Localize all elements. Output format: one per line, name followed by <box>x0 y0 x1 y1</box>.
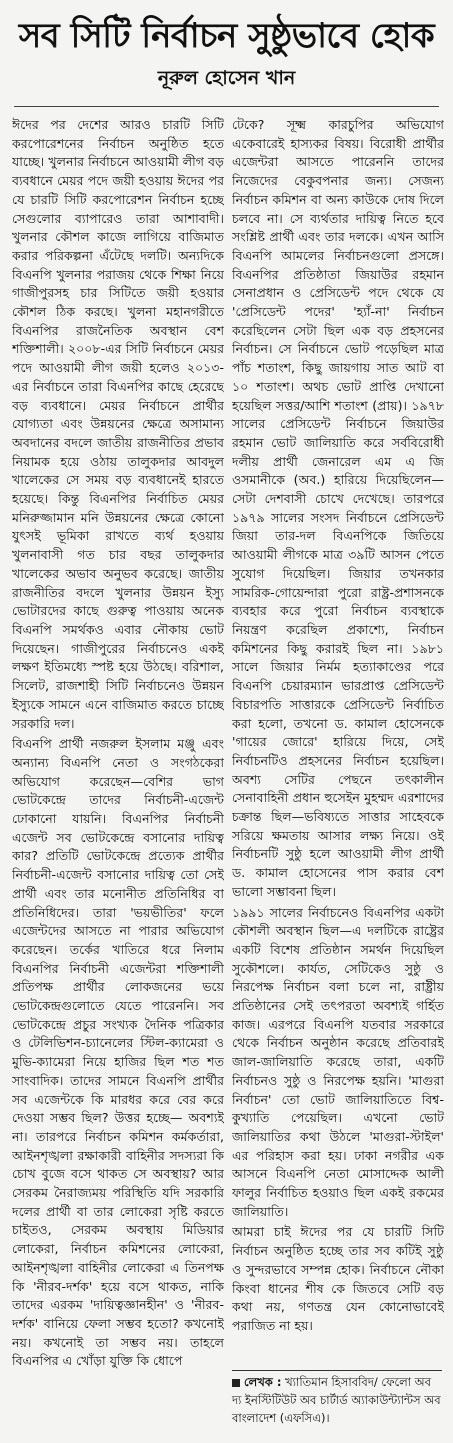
article-column-left <box>12 116 224 1431</box>
article-headline: সব সিটি নির্বাচন সুষ্ঠুভাবে হোক <box>18 16 435 56</box>
paragraph: বিএনপি প্রার্থী নজরুল ইসলাম মঞ্জু এবং অন্যান্য বিএনপি নেতা ও সংগঠকেরা অভিযোগ করেছেন—বেশির ভাগ ভোটকেন্দ্রে তাদের নির্বাচনী-এজেন্ট ঢোকানো যায়নি। বিএনপির নির্বাচনী এজেন্ট সব ভোটকেন্দ্রে বসানোর দায়িত্ব কার? প্রতিটি ভোটকেন্দ্রে প্রত্যেক প্রার্থীর নির্বাচনী-এজেন্ট বসানোর দায়িত্ব তো সেই প্রার্থী এবং তার মনোনীত প্রতিনিধির বা প্রতিনিধিদের। তারা 'ভয়ভীতির' ফলে এজেন্টদের আসতে না পারার অভিযোগ করেছেন। তর্কের খাতিরে ধরে নিলাম বিএনপির নির্বাচনী এজেন্টরা শক্তিশালী প্রতিপক্ষ প্রার্থীর লোকজনের ভয়ে ভোটকেন্দ্রগুলোতে যেতে পারেননি। সব ভোটকেন্দ্রে প্রচুর সংখ্যক দৈনিক পত্রিকার ও টেলিভিশন-চ্যানেলের স্টিল-ক্যামেরা ও মুভি-ক্যামেরা নিয়ে হাজির ছিল শত শত সাংবাদিক। তাদের সামনে বিএনপি প্রার্থীর সব এজেন্টকে কি মারধর করে বের করে দেওয়া সম্ভব ছিল? উত্তর হচ্ছে— অবশ্যই না। তারপরে নির্বাচন কমিশন কর্মকর্তারা, আইনশৃঙ্খলা রক্ষাকারী বাহিনীর সদস্যরা কি চোখ বুজে বসে থাকত সে অবস্থায়? আর সেরকম নৈরাজ্যময় পরিস্থিতি যদি সরকারি দলের প্রার্থী বা তার লোকেরা সৃষ্টি করতে চাইতও, সেরকম অবস্থায় মিডিয়ার লোকেরা, নির্বাচন কমিশনের লোকেরা, আইনশৃঙ্খলা বাহিনীর লোকেরা এ তিনপক্ষ কি 'নীরব-দর্শক' হয়ে বসে থাকত, নাকি তাদের এরকম 'দায়িত্বজ্ঞানহীন' ও 'নীরব-দর্শক' বানিয়ে ফেলা সম্ভব হতো? কখনোই নয়। কখনোই তা সম্ভব নয়। তাহলে বিএনপির এ খোঁড়া যুক্তি কি ধোপে <box>12 736 224 1369</box>
author-note <box>232 1370 442 1437</box>
paragraph: টেকে? সূক্ষ্ম কারচুপির অভিযোগ একেবারেই হাস্যকর বিষয়। বিরোধী প্রার্থীর এজেন্টরা আসতে পারেননি তাদের নিজেদের বেকুবপনার জন্য। সেজন্য নির্বাচন কমিশন বা অন্য কাউকে দোষ দিলে চলবে না। সে ব্যর্থতার দায়িত্ব নিতে হবে সংশ্লিষ্ট প্রার্থী এবং তার দলকে। এখন আসি বিএনপি আমলের নির্বাচনগুলো প্রসঙ্গে। বিএনপির প্রতিষ্ঠাতা জিয়াউর রহমান সেনাপ্রধান ও প্রেসিডেন্ট পদে থেকে যে 'প্রেসিডেন্ট পদের' 'হ্যাঁ-না' নির্বাচন করেছিলেন সেটা ছিল এক বড় প্রহসনের নির্বাচন। সে নির্বাচনে ভোট পড়েছিল মাত্র পাঁচ শতাংশ, কিছু জায়গায় সাত আট বা ১০ শতাংশ। অথচ ভোট প্রাপ্তি দেখানো হয়েছিল সত্তর/আশি শতাংশ (প্রায়)। ১৯৭৮ সালের প্রেসিডেন্ট নির্বাচনে জিয়াউর রহমান ভোট জালিয়াতি করে সর্ববিরোধী দলীয় প্রার্থী জেনারেল এম এ জি ওসমানীকে (অব.) হারিয়ে দিয়েছিলেন—সেটা দেশবাসী চোখে দেখেছে। তারপরে ১৯৭৯ সালের সংসদ নির্বাচনে প্রেসিডেন্ট জিয়া তার-দল বিএনপিকে জিতিয়ে আওয়ামী লীগকে মাত্র ৩৯টি আসন পেতে সুযোগ দিয়েছিল। জিয়ার তখনকার সামরিক-গোয়েন্দারা পুরো রাষ্ট্র-প্রশাসনকে ব্যবহার করে পুরো নির্বাচন ব্যবস্থাকে নিয়ন্ত্রণ করেছিল প্রকাশ্যে, নির্বাচন কমিশনের কিছু করারই ছিল না। ১৯৮১ সালে জিয়ার নির্মম হত্যাকাণ্ডের পরে বিএনপি চেয়ারম্যান ভারপ্রাপ্ত প্রেসিডেন্ট বিচারপতি সাত্তারকে প্রেসিডেন্ট নির্বাচিত করা হলো, তখনো ড. কামাল হোসেনকে 'গায়ের জোরে' হারিয়ে দিয়ে, সেই নির্বাচনটিও প্রহসনের নির্বাচন হয়েছিল। অবশ্য সেটির পেছনে তৎকালীন সেনাবাহিনী প্রধান হুসেইন মুহম্মদ এরশাদের চক্রান্ত ছিল—ভবিষ্যতে সাত্তার সাহেবকে সরিয়ে ক্ষমতায় আসার লক্ষ্য নিয়ে। ওই নির্বাচনটি সুষ্ঠু হলে আওয়ামী লীগ প্রার্থী ড. কামাল হোসেনের পাস করার বেশ ভালো সম্ভাবনা ছিল। <box>232 117 444 899</box>
paragraph: আমরা চাই ঈদের পর যে চারটি সিটি নির্বাচন অনুষ্ঠিত হচ্ছে তার সব কটিই সুষ্ঠু ও সুন্দরভাবে সম্পন্ন হোক। নির্বাচনে নৌকা কিংবা ধানের শীষ কে জিতবে সেটি বড় কথা নয়, গণতন্ত্র যেন কোনোভাবেই পরাজিত না হয়। <box>232 1224 444 1333</box>
article-column-right <box>232 116 444 1366</box>
paragraph: ১৯৯১ সালের নির্বাচনেও বিএনপির একটা কৌশলী অবস্থান ছিল—এ দলটিকে রাষ্ট্রের একটি বিশেষ প্রতিষ্ঠান সমর্থন দিয়েছিল সুকৌশলে। কার্যত, সেটিকেও সুষ্ঠু ও নিরপেক্ষ নির্বাচন বলা চলে না, রাষ্ট্রীয় প্রতিষ্ঠানের সেই তৎপরতা অবশ্যই গর্হিত কাজ। এরপরে বিএনপি যতবার সরকারে থেকে নির্বাচন অনুষ্ঠান করেছে প্রতিবারই জাল-জালিয়াতি করেছে তারা, একটি নির্বাচনও সুষ্ঠু ও নিরপেক্ষ হয়নি। 'মাগুরা নির্বাচন' তো ভোট জালিয়াতিতে বিশ্ব-কুখ্যাতি পেয়েছিল। এখনো ভোট জালিয়াতির কথা উঠলে 'মাগুরা-স্টাইল' এর পরিহাস করা হয়। ঢাকা নগরীর এক আসনে বিএনপি নেতা মোসাদ্দেক আলী ফালুর নির্বাচিত হওয়াও ছিল একই রকমের জালিয়াতি। <box>232 904 444 1219</box>
square-bullet-icon <box>232 1379 240 1387</box>
author-note-label: লেখক : <box>244 1375 282 1389</box>
paragraph: ঈদের পর দেশের আরও চারটি সিটি করপোরেশনের নির্বাচন অনুষ্ঠিত হতে যাচ্ছে। খুলনার নির্বাচনে আওয়ামী লীগ বড় ব্যবধানে মেয়র পদে জয়ী হওয়ায় ঈদের পর যে চারটি সিটি করপোরেশন নির্বাচন হচ্ছে সেগুলোর ব্যাপারেও তারা আশাবাদী। খুলনার কৌশল কাজে লাগিয়ে বাজিমাত করার পরিকল্পনা এঁটেছে দলটি। অন্যদিকে বিএনপি খুলনার পরাজয় থেকে শিক্ষা নিয়ে গাজীপুরসহ চার সিটিতে জয়ী হওয়ার কৌশল ঠিক করছে। খুলনা মহানগরীতে বিএনপির রাজনৈতিক অবস্থান বেশ শক্তিশালী। ২০০৮-এর সিটি নির্বাচনে মেয়র পদে আওয়ামী লীগ জয়ী হলেও ২০১৩-এর নির্বাচনে তারা বিএনপির কাছে হেরেছে বড় ব্যবধানে। মেয়র নির্বাচনে প্রার্থীর যোগ্যতা এবং উন্নয়নের ক্ষেত্রে অসামান্য অবদানের বদলে জাতীয় রাজনীতির প্রভাব নিয়ামক হয়ে ওঠায় তালুকদার আবদুল খালেকের সে সময় বড় ব্যবধানেই হারতে হয়েছে। কিন্তু বিএনপির নির্বাচিত মেয়র মনিরুজ্জামান মনি উন্নয়নের ক্ষেত্রে কোনো যুৎসই ভূমিকা রাখতে ব্যর্থ হওয়ায় খুলনাবাসী গত চার বছর তালুকদার খালেকের অভাব অনুভব করেছে। জাতীয় রাজনীতির বদলে খুলনার উন্নয়ন ইস্যু ভোটারদের কাছে গুরুত্ব পাওয়ায় অনেক বিএনপি সমর্থকও এবার নৌকায় ভোট দিয়েছেন। গাজীপুরের নির্বাচনেও একই লক্ষণ ইতিমধ্যে স্পষ্ট হয়ে উঠছে। বরিশাল, সিলেট, রাজশাহী সিটি নির্বাচনেও উন্নয়ন ইস্যুকে সামনে এনে বাজিমাত করতে চাচ্ছে সরকারি দল। <box>12 117 224 731</box>
header-divider <box>14 106 439 107</box>
article-byline: নূরুল হোসেন খান <box>157 67 296 89</box>
author-note-text: খ্যাতিমান হিসাববিদ/ ফেলো অব দ্য ইনস্টিটিউট অব চার্টার্ড অ্যাকাউন্ট্যান্টস অব বাংলাদেশ (এফসিএ)। <box>232 1375 441 1425</box>
